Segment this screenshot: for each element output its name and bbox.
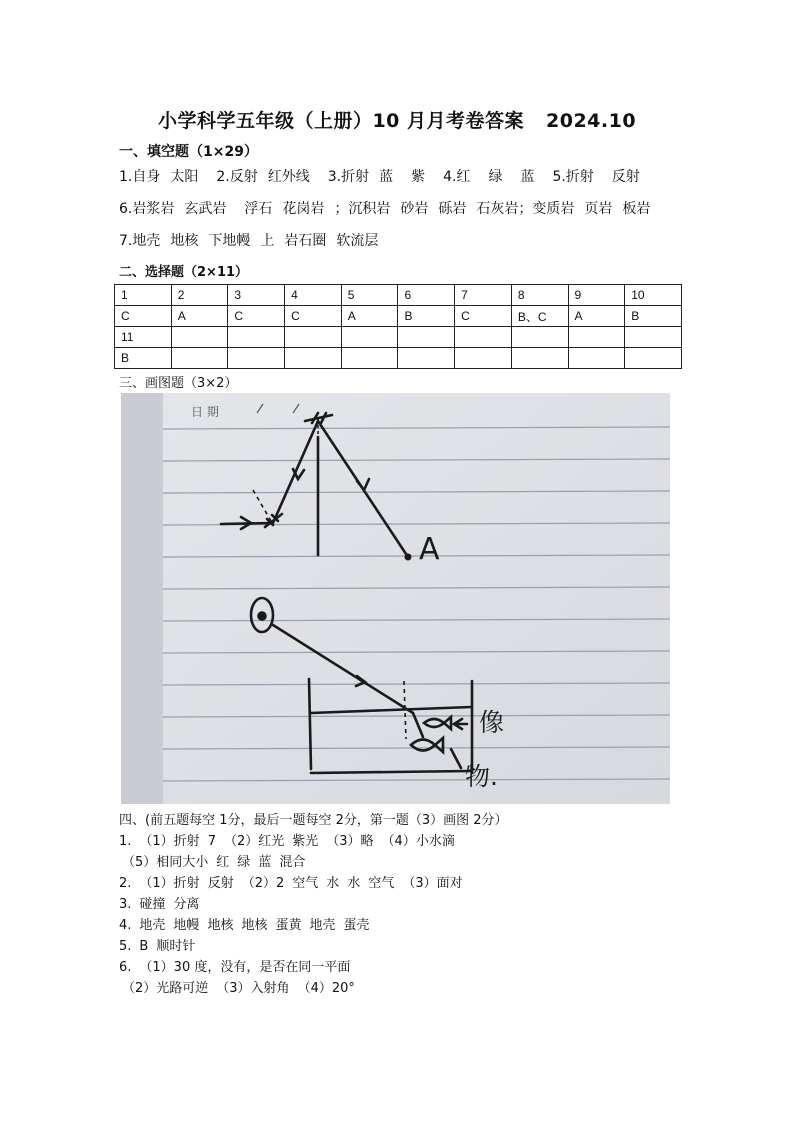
answer-line xyxy=(119,914,378,933)
answer-item: 板岩 xyxy=(622,201,651,217)
table-row xyxy=(115,327,682,348)
answer-item: 砂岩 xyxy=(400,201,429,217)
answer-item: 蓝 xyxy=(520,169,535,185)
title-main: 小学科学五年级（上册）10 月月考卷答案 xyxy=(157,110,524,132)
answer-item: 1. xyxy=(119,834,132,849)
table-cell: C xyxy=(115,306,172,327)
answer-item: 4.红 xyxy=(443,169,471,185)
answer-item: 页岩 xyxy=(584,201,613,217)
answer-item: 下地幔 xyxy=(208,233,251,249)
table-cell xyxy=(398,348,455,369)
answer-item: 上 xyxy=(260,233,275,249)
table-cell xyxy=(341,348,398,369)
drawing-photo xyxy=(121,393,670,804)
table-cell: B xyxy=(398,306,455,327)
answer-item: 地壳 xyxy=(139,918,166,933)
answer-item: 地核 xyxy=(241,918,268,933)
table-cell xyxy=(455,327,512,348)
answer-line xyxy=(122,851,313,870)
answer-item: 3.折射 xyxy=(327,169,370,185)
answer-item: 软流层 xyxy=(336,233,379,249)
answer-item: 砾岩 xyxy=(438,201,467,217)
answer-item: 分离 xyxy=(173,897,200,912)
answer-item: 蛋黄 xyxy=(275,918,302,933)
table-cell xyxy=(171,327,228,348)
table-cell xyxy=(455,348,512,369)
table-row xyxy=(115,348,682,369)
answer-item: 石灰岩；变质岩 xyxy=(476,201,575,217)
table-cell: C xyxy=(455,306,512,327)
answer-item: 5.折射 xyxy=(552,169,594,185)
answer-item: 水 xyxy=(347,876,361,891)
point-a-label: A xyxy=(419,532,440,567)
answer-item: 5. xyxy=(119,939,132,954)
answer-item: 地核 xyxy=(207,918,234,933)
answer-item: 空气 xyxy=(368,876,395,891)
answer-item: 3. xyxy=(119,897,132,912)
answer-item: 7.地壳 xyxy=(119,233,161,249)
answer-item: 蓝 xyxy=(379,169,394,185)
table-cell: 8 xyxy=(511,285,568,306)
table-cell xyxy=(285,327,342,348)
table-row xyxy=(115,306,682,327)
object-label: 物. xyxy=(465,762,498,791)
answer-item: （2）光路可逆 xyxy=(122,981,209,996)
answer-item: （3）入射角 xyxy=(216,981,290,996)
section2-heading: 二、选择题（2×11） xyxy=(119,265,249,280)
answer-item: （5）相同大小 xyxy=(122,855,209,870)
section1-line3 xyxy=(119,230,388,250)
table-cell: B、C xyxy=(511,306,568,327)
answer-item: 地壳 xyxy=(309,918,336,933)
section1-line2 xyxy=(119,198,660,218)
section1-line1 xyxy=(119,166,650,186)
table-cell: 5 xyxy=(341,285,398,306)
table-cell: B xyxy=(115,348,172,369)
answer-item: 1.自身 xyxy=(119,169,161,185)
title-year: 2024.10 xyxy=(546,110,637,132)
table-cell: 10 xyxy=(625,285,682,306)
table-cell xyxy=(568,348,625,369)
answer-item: 玄武岩 xyxy=(184,201,227,217)
answer-item: 混合 xyxy=(279,855,306,870)
table-cell xyxy=(511,327,568,348)
table-cell: 6 xyxy=(398,285,455,306)
answer-item: 反射 xyxy=(207,876,234,891)
table-cell: 7 xyxy=(455,285,512,306)
image-label: 像 xyxy=(479,708,505,737)
answer-item: 绿 xyxy=(488,169,503,185)
answer-item: （3）略 xyxy=(326,834,374,849)
table-cell: A xyxy=(171,306,228,327)
answer-item: 6.岩浆岩 xyxy=(119,201,175,217)
paper-background xyxy=(121,393,670,804)
table-cell xyxy=(228,327,285,348)
table-cell: 1 xyxy=(115,285,172,306)
answer-line xyxy=(122,977,363,996)
table-cell: B xyxy=(625,306,682,327)
answer-item: 紫 xyxy=(411,169,426,185)
answer-line xyxy=(119,935,203,954)
answer-item: 4. xyxy=(119,918,132,933)
answer-item: 水 xyxy=(326,876,340,891)
answer-item: 浮石 xyxy=(244,201,273,217)
table-cell: 4 xyxy=(285,285,342,306)
table-cell xyxy=(228,348,285,369)
answer-item: 2.反射 xyxy=(216,169,258,185)
notebook-binding xyxy=(121,393,163,804)
answer-item: 太阳 xyxy=(170,169,199,185)
answer-item: 顺时针 xyxy=(156,939,196,954)
table-cell xyxy=(568,327,625,348)
table-row xyxy=(115,285,682,306)
answer-item: 空气 xyxy=(292,876,319,891)
table-cell xyxy=(285,348,342,369)
choice-answer-table xyxy=(114,284,682,369)
answer-item: 蛋壳 xyxy=(343,918,370,933)
answer-item: （3）面对 xyxy=(402,876,463,891)
answer-item: ；沉积岩 xyxy=(334,201,391,217)
section4-heading: 四、(前五题每空 1分，最后一题每空 2分，第一题（3）画图 2分） xyxy=(119,813,508,828)
table-cell: A xyxy=(568,306,625,327)
answer-item: 紫光 xyxy=(292,834,319,849)
answer-item: （2）2 xyxy=(241,876,285,891)
table-cell xyxy=(625,348,682,369)
answer-item: （4）小水滴 xyxy=(381,834,455,849)
table-cell: A xyxy=(341,306,398,327)
answer-item: （1）折射 xyxy=(139,876,200,891)
answer-item: 2. xyxy=(119,876,132,891)
table-cell: 9 xyxy=(568,285,625,306)
answer-item: 红 xyxy=(216,855,230,870)
answer-line xyxy=(119,956,358,975)
table-cell xyxy=(341,327,398,348)
table-cell xyxy=(171,348,228,369)
answer-item: （4）20° xyxy=(297,981,355,996)
answer-item: 蓝 xyxy=(258,855,272,870)
answer-item: （2）红光 xyxy=(223,834,285,849)
table-cell xyxy=(625,327,682,348)
table-cell: C xyxy=(285,306,342,327)
answer-line xyxy=(119,893,207,912)
answer-item: 岩石圈 xyxy=(284,233,327,249)
answer-item: 地幔 xyxy=(173,918,200,933)
answer-line xyxy=(119,830,463,849)
point-a-dot xyxy=(405,554,412,561)
table-cell xyxy=(511,348,568,369)
answer-item: 7 xyxy=(207,834,216,849)
answer-item: 碰撞 xyxy=(139,897,166,912)
answer-item: （1）30 度，没有，是否在同一平面 xyxy=(139,960,351,975)
answer-item: 反射 xyxy=(611,169,640,185)
answer-item: 绿 xyxy=(237,855,251,870)
answer-item: B xyxy=(139,939,149,954)
table-cell: 2 xyxy=(171,285,228,306)
table-cell: C xyxy=(228,306,285,327)
answer-line xyxy=(119,872,471,891)
page-title xyxy=(0,106,794,133)
answer-item: 地核 xyxy=(170,233,199,249)
section3-heading: 三、画图题（3×2） xyxy=(119,376,238,391)
notebook-date-label: 日 期 xyxy=(191,405,219,419)
answer-item: 花岗岩 xyxy=(282,201,325,217)
section1-heading: 一、填空题（1×29） xyxy=(119,144,258,160)
table-cell: 3 xyxy=(228,285,285,306)
table-cell xyxy=(398,327,455,348)
answer-item: 6. xyxy=(119,960,132,975)
answer-item: 红外线 xyxy=(267,169,310,185)
answer-item: （1）折射 xyxy=(139,834,200,849)
table-cell: 11 xyxy=(115,327,172,348)
